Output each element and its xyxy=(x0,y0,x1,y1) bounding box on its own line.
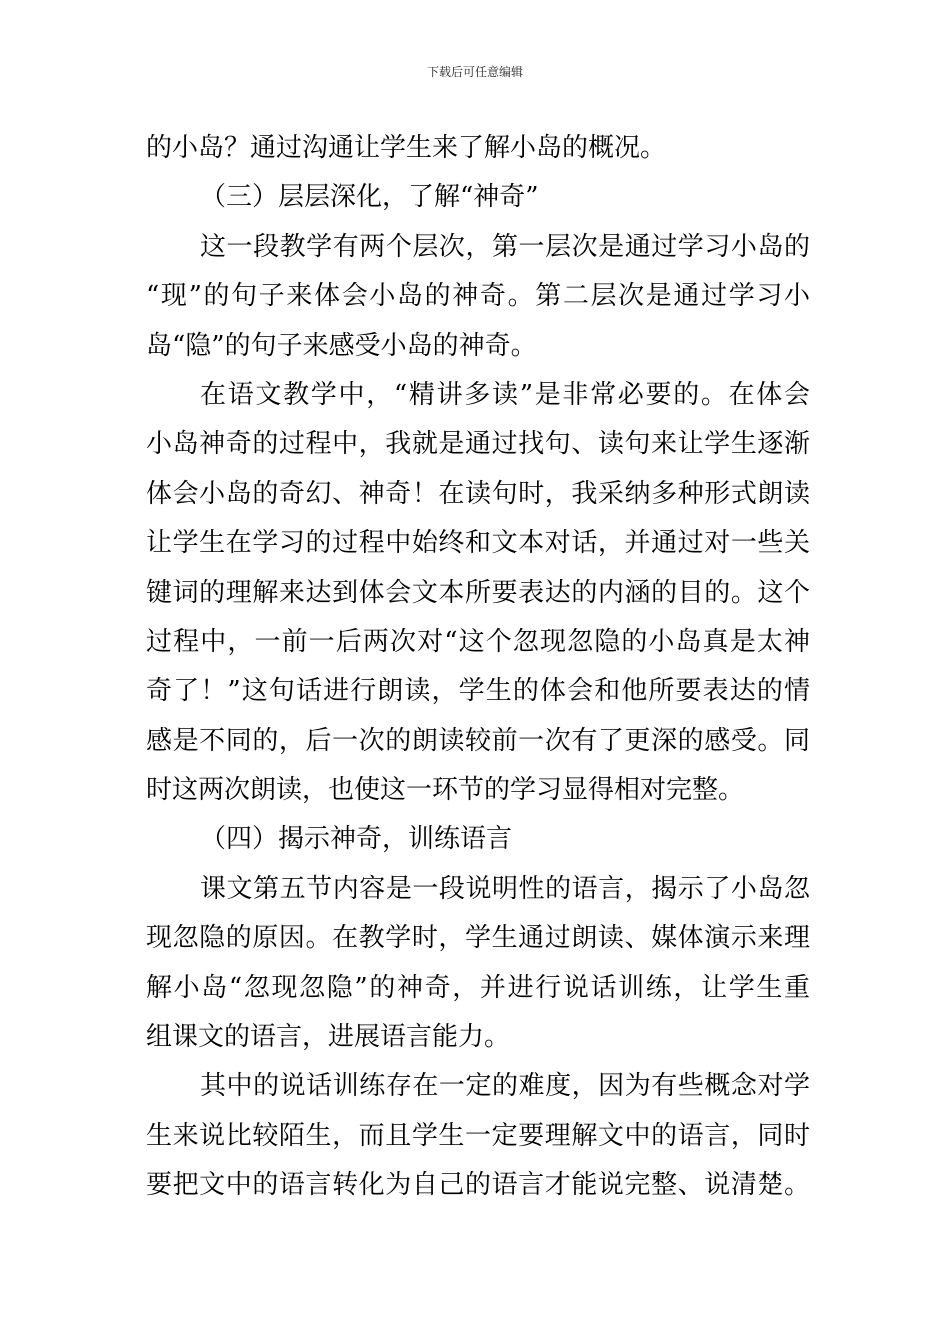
text-line: 键词的理解来达到体会文本所要表达的内涵的目的。这个 xyxy=(146,577,810,608)
text-line: 课文第五节内容是一段说明性的语言，揭示了小岛忽 xyxy=(200,873,810,904)
page-header: 下载后可任意编辑 xyxy=(426,65,523,79)
text-line: 感是不同的，后一次的朗读较前一次有了更深的感受。同 xyxy=(146,725,810,756)
document-body xyxy=(146,124,810,1211)
text-line: 体会小岛的奇幻、神奇！在读句时，我采纳多种形式朗读 xyxy=(146,478,810,509)
text-line: 组课文的语言，进展语言能力。 xyxy=(146,1022,511,1053)
text-line: 这一段教学有两个层次，第一层次是通过学习小岛的 xyxy=(200,231,810,262)
text-line: “现”的句子来体会小岛的神奇。第二层次是通过学习小 xyxy=(146,281,810,312)
text-line: 的小岛？通过沟通让学生来了解小岛的概况。 xyxy=(146,133,667,163)
text-line: 其中的说话训练存在一定的难度，因为有些概念对学 xyxy=(200,1071,810,1102)
text-line: 现忽隐的原因。在教学时，学生通过朗读、媒体演示来理 xyxy=(146,923,810,954)
text-line: 奇了！”这句话进行朗读，学生的体会和他所要表达的情 xyxy=(146,676,810,707)
text-line: 解小岛“忽现忽隐”的神奇，并进行说话训练，让学生重 xyxy=(146,972,810,1003)
text-line: 岛“隐”的句子来感受小岛的神奇。 xyxy=(146,330,537,361)
section-heading: （三）层层深化，了解“神奇” xyxy=(200,182,539,213)
text-line: 生来说比较陌生，而且学生一定要理解文中的语言，同时 xyxy=(146,1120,810,1151)
text-line: 让学生在学习的过程中始终和文本对话，并通过对一些关 xyxy=(146,528,810,559)
text-line: 时这两次朗读，也使这一环节的学习显得相对完整。 xyxy=(146,775,745,806)
text-line: 要把文中的语言转化为自己的语言才能说完整、说清楚。 xyxy=(146,1170,810,1201)
section-heading: （四）揭示神奇，训练语言 xyxy=(200,824,513,855)
text-line: 在语文教学中，“精讲多读”是非常必要的。在体会 xyxy=(200,379,810,410)
text-line: 过程中，一前一后两次对“这个忽现忽隐的小岛真是太神 xyxy=(146,626,810,657)
text-line: 小岛神奇的过程中，我就是通过找句、读句来让学生逐渐 xyxy=(146,429,810,460)
